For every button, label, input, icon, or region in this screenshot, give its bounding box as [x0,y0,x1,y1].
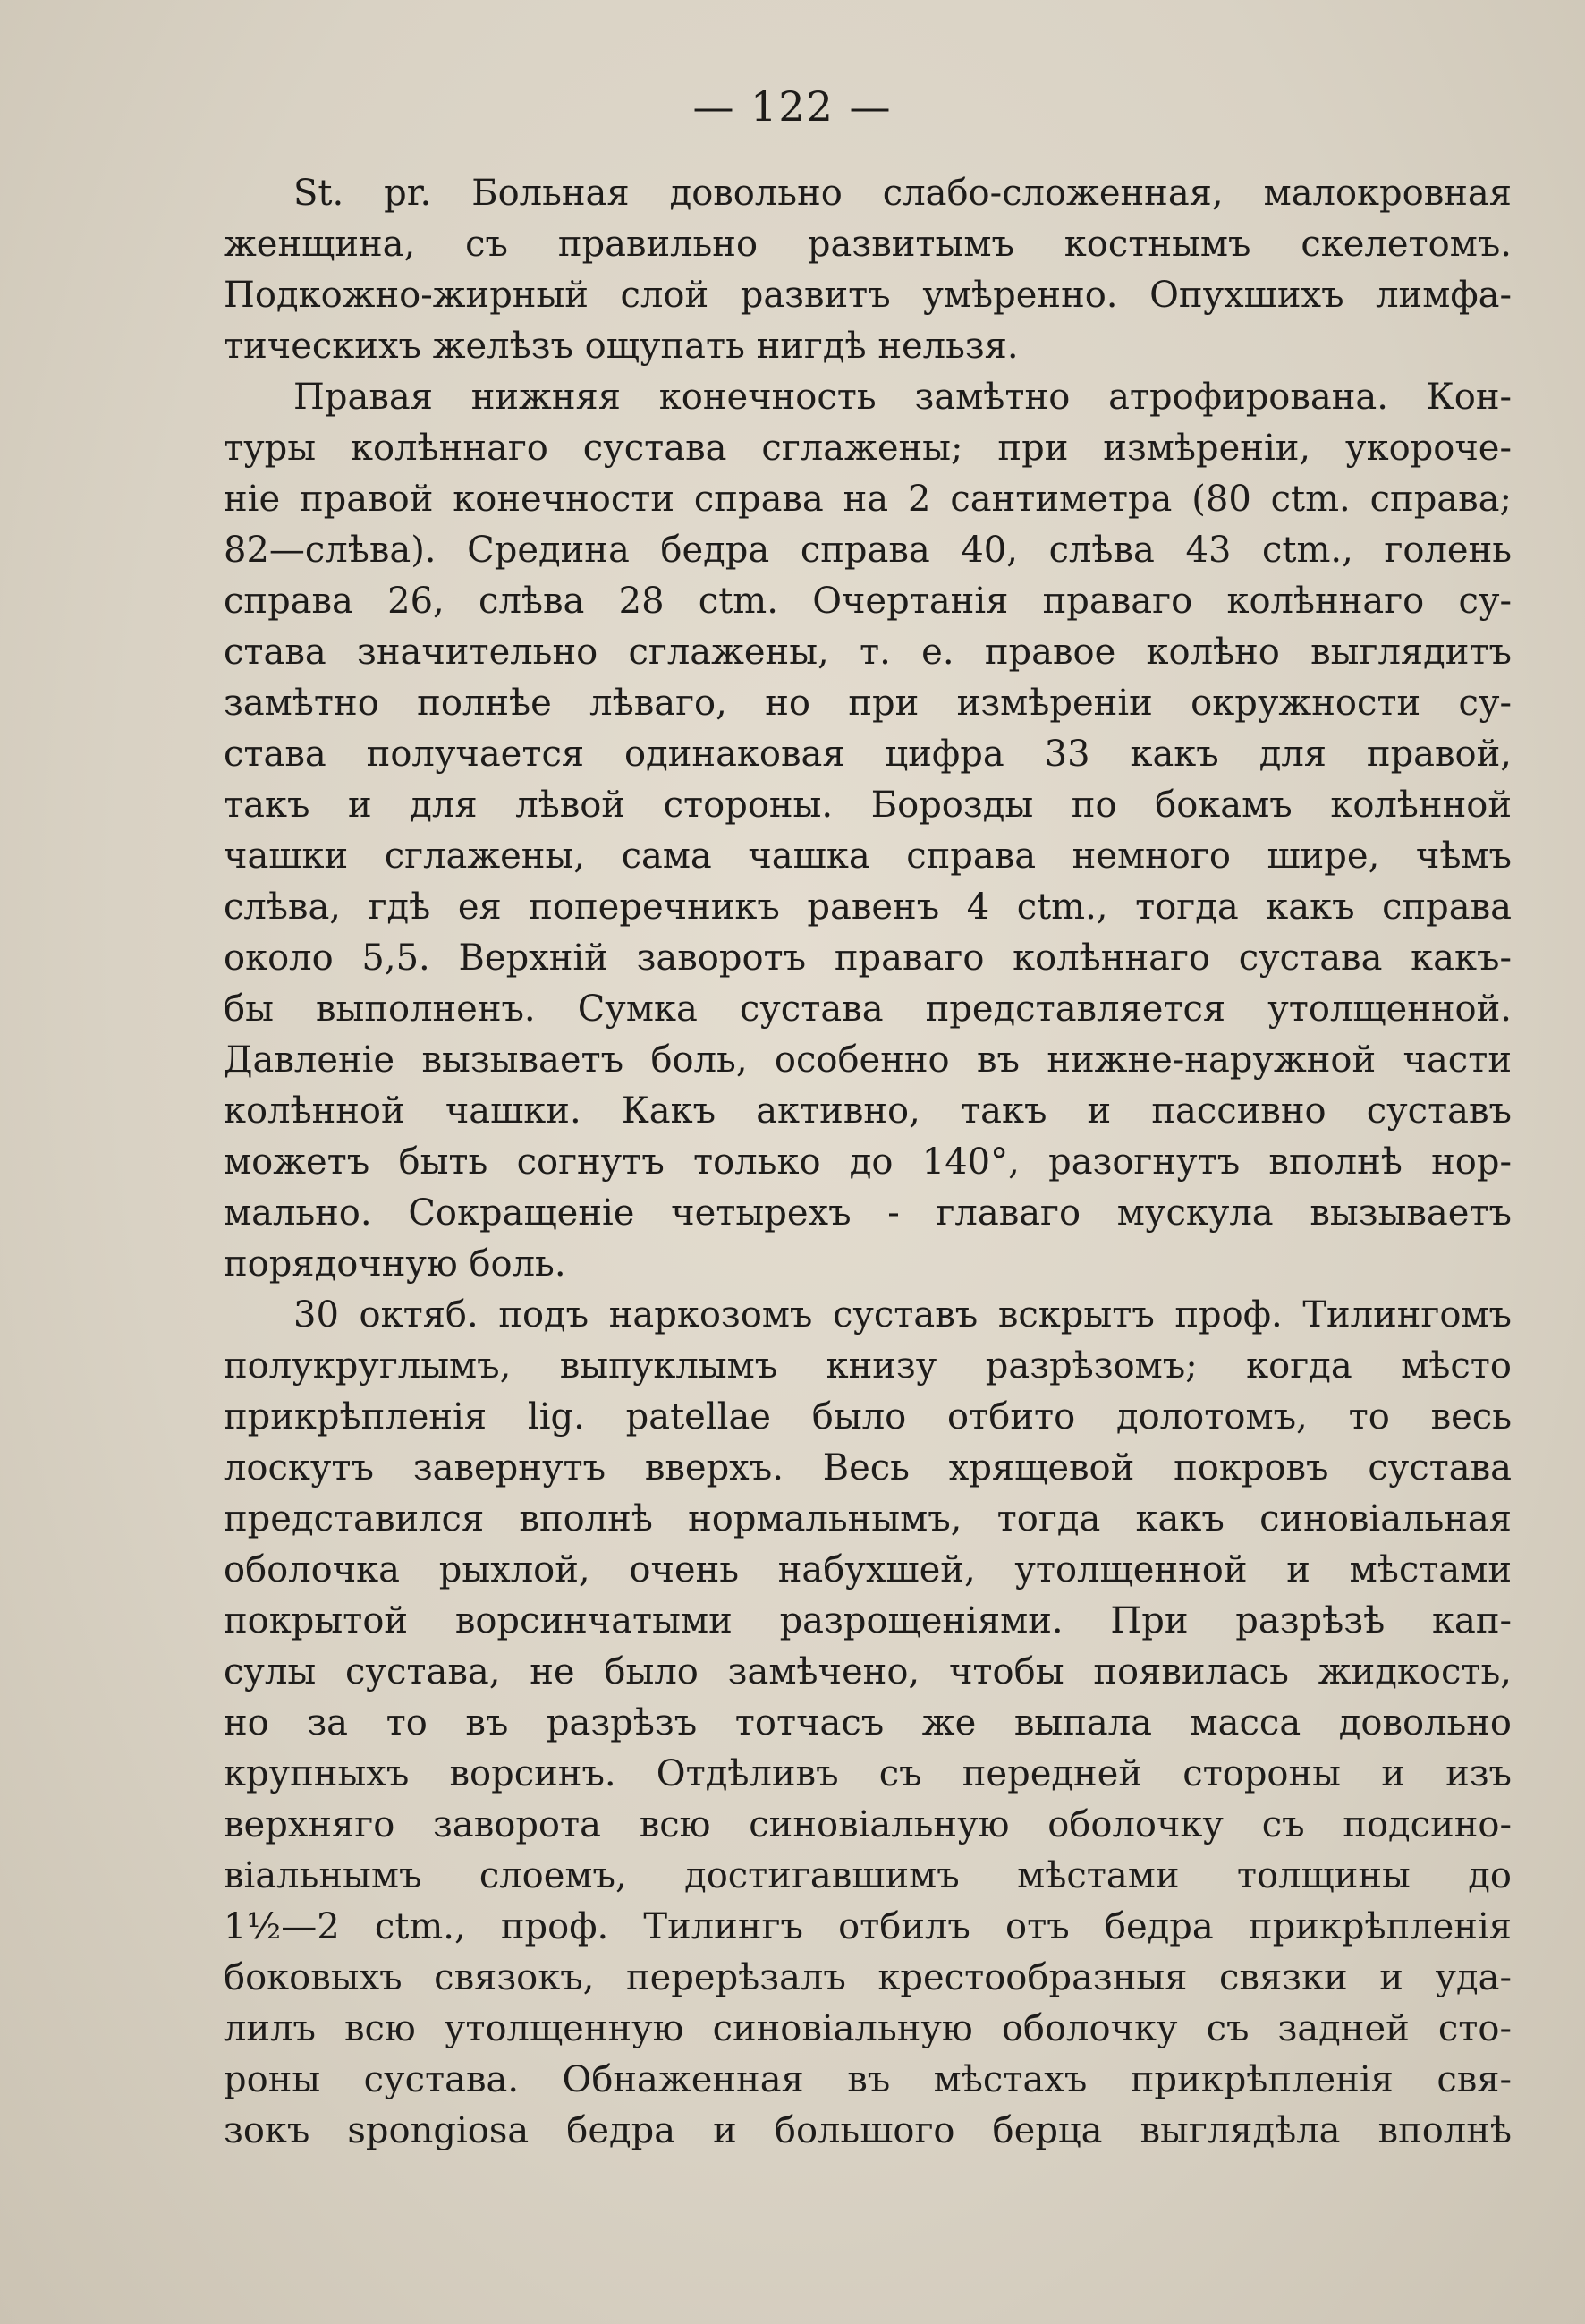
text-line: боковыхъ связокъ, перерѣзалъ крестообразныя связки и уда- [224,1957,1512,1998]
text-line: замѣтно полнѣе лѣваго, но при измѣреніи окружности су- [224,683,1512,724]
text-line: 82—слѣва). Средина бедра справа 40, слѣва 43 ctm., голень [224,530,1512,571]
text-line: лилъ всю утолщенную синовіальную оболочку съ задней сто- [224,2008,1512,2049]
text-line: туры колѣннаго сустава сглажены; при измѣреніи, укороче- [224,428,1512,469]
text-line: віальнымъ слоемъ, достигавшимъ мѣстами толщины до [224,1855,1512,1896]
text-line: оболочка рыхлой, очень набухшей, утолщенной и мѣстами [224,1549,1512,1590]
text-line: слѣва, гдѣ ея поперечникъ равенъ 4 ctm., тогда какъ справа [224,886,1512,928]
text-line: колѣнной чашки. Какъ активно, такъ и пассивно суставъ [224,1090,1512,1132]
text-line: такъ и для лѣвой стороны. Борозды по бокамъ колѣнной [224,785,1512,826]
page-number: — 122 — [692,82,893,131]
body-text [224,168,1512,2157]
text-line: покрытой ворсинчатыми разрощеніями. При разрѣзѣ кап- [224,1600,1512,1641]
text-line: 30 октяб. подъ наркозомъ суставъ вскрытъ проф. Тилингомъ [293,1294,1512,1336]
text-line: но за то въ разрѣзъ тотчасъ же выпала масса довольно [224,1702,1512,1743]
text-line: ніе правой конечности справа на 2 сантиметра (80 ctm. справа; [224,479,1512,520]
text-line: прикрѣпленія lig. patellae было отбито долотомъ, то весь [224,1396,1512,1438]
text-line: роны сустава. Обнаженная въ мѣстахъ прикрѣпленія свя- [224,2059,1512,2100]
text-line: става значительно сглажены, т. е. правое колѣно выглядитъ [224,632,1512,673]
text-line: става получается одинаковая цифра 33 какъ для правой, [224,734,1512,775]
text-line: справа 26, слѣва 28 ctm. Очертанія праваго колѣннаго су- [224,581,1512,622]
text-line: крупныхъ ворсинъ. Отдѣливъ съ передней стороны и изъ [224,1753,1512,1794]
text-line: тическихъ желѣзъ ощупать нигдѣ нельзя. [224,326,1019,367]
text-line: лоскутъ завернутъ вверхъ. Весь хрящевой покровъ сустава [224,1447,1512,1489]
text-line: верхняго заворота всю синовіальную оболочку съ подсино- [224,1804,1512,1845]
text-line: сулы сустава, не было замѣчено, чтобы появилась жидкость, [224,1651,1512,1692]
text-line: Давленіе вызываетъ боль, особенно въ нижне-наружной части [224,1039,1512,1081]
text-line: представился вполнѣ нормальнымъ, тогда какъ синовіальная [224,1498,1512,1539]
text-line: Правая нижняя конечность замѣтно атрофирована. Кон- [293,377,1512,418]
text-line: 1½—2 ctm., проф. Тилингъ отбилъ отъ бедра прикрѣпленія [224,1906,1512,1947]
text-line: чашки сглажены, сама чашка справа немного шире, чѣмъ [224,835,1512,877]
text-line: около 5,5. Верхній заворотъ праваго колѣннаго сустава какъ- [224,937,1512,979]
text-line: полукруглымъ, выпуклымъ книзу разрѣзомъ; когда мѣсто [224,1345,1512,1387]
text-line: женщина, съ правильно развитымъ костнымъ скелетомъ. [224,224,1512,265]
text-line: Подкожно-жирный слой развитъ умѣренно. Опухшихъ лимфа- [224,275,1512,316]
text-line: мально. Сокращеніе четырехъ - главаго мускула вызываетъ [224,1192,1512,1234]
text-line: зокъ spongiosa бедра и большого берца выглядѣла вполнѣ [224,2110,1512,2151]
text-line: порядочную боль. [224,1243,566,1285]
text-line: бы выполненъ. Сумка сустава представляется утолщенной. [224,988,1512,1030]
text-line: St. pr. Больная довольно слабо-сложенная, малокровная [293,173,1512,214]
text-line: можетъ быть согнутъ только до 140°, разогнутъ вполнѣ нор- [224,1141,1512,1183]
